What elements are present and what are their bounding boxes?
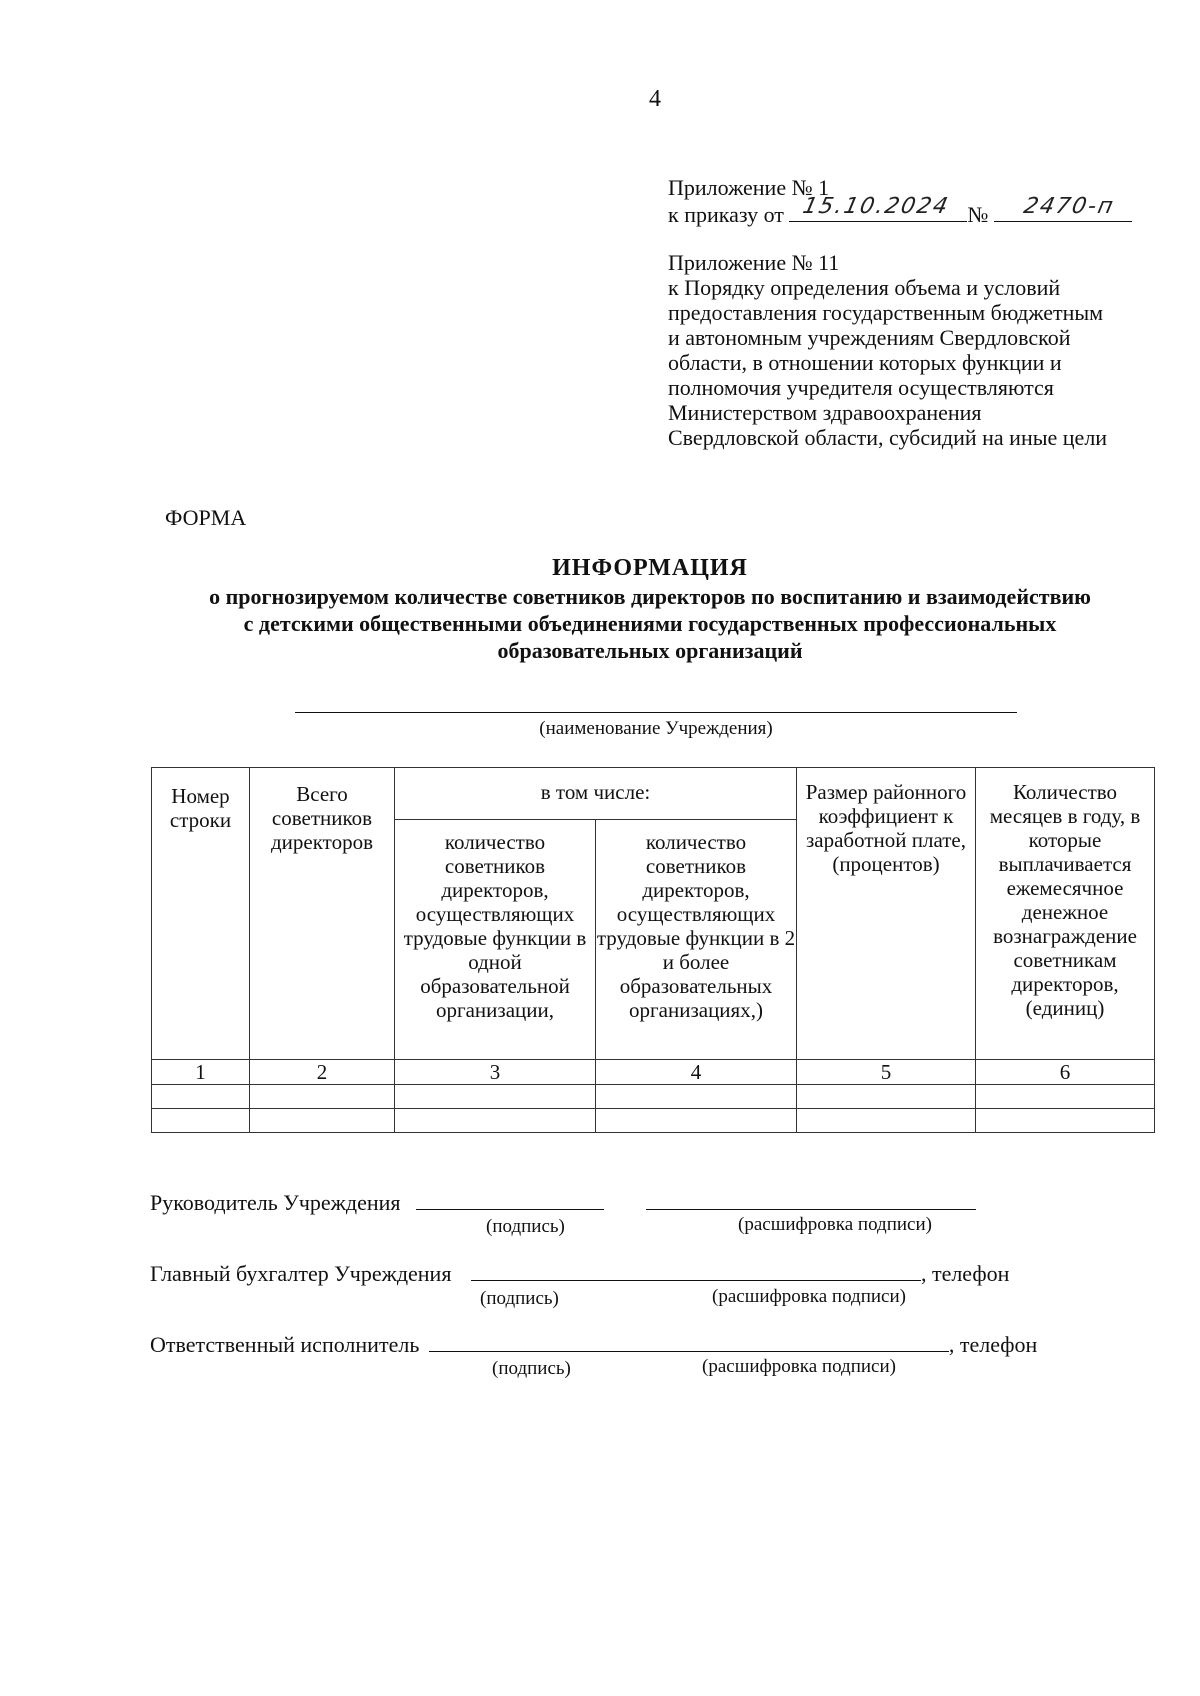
header-multiple-organizations: количество советников директоров, осуществляющих трудовые функции в 2 и более образовательных организациях,) [596, 820, 797, 1060]
subtitle-line: образовательных организаций [497, 638, 803, 663]
appendix-11-line: области, в отношении которых функции и [668, 350, 1062, 375]
handwritten-number: 2470-п [1021, 194, 1117, 219]
header-including: в том числе: [395, 768, 797, 820]
institution-name-caption: (наименование Учреждения) [539, 718, 773, 739]
form-label: ФОРМА [165, 505, 247, 530]
appendix-11-title: Приложение № 11 [668, 250, 840, 275]
accountant-signature-row [150, 1261, 1009, 1287]
header-one-organization: количество советников директоров, осуществляющих трудовые функции в одной образовательной организации, [395, 820, 596, 1060]
table-cell[interactable] [250, 1109, 395, 1133]
column-number: 6 [976, 1060, 1155, 1085]
table-cell[interactable] [596, 1085, 797, 1109]
advisors-table [151, 767, 1155, 1133]
appendix-11-line: Свердловской области, субсидий на иные цели [668, 425, 1108, 450]
header-months: Количество месяцев в году, в которые выплачивается ежемесячное денежное вознаграждение советникам директоров, (единиц) [976, 768, 1155, 1060]
header-regional-coefficient: Размер районного коэффициент к заработной плате, (процентов) [797, 768, 976, 1060]
column-number: 1 [152, 1060, 250, 1085]
head-signature-line[interactable] [416, 1191, 604, 1210]
header-total-advisors: Всего советников директоров [250, 768, 395, 1060]
head-label: Руководитель Учреждения [150, 1190, 401, 1215]
table-cell[interactable] [797, 1085, 976, 1109]
appendix-11-line: Министерством здравоохранения [668, 400, 982, 425]
table-row [152, 1109, 1155, 1133]
head-signature-row [150, 1190, 976, 1216]
institution-name-line[interactable] [295, 712, 1017, 713]
appendix-11-line: к Порядку определения объема и условий [668, 275, 1061, 300]
accountant-decode-caption: (расшифровка подписи) [712, 1286, 906, 1307]
accountant-phone-label: , телефон [920, 1261, 1010, 1286]
table-cell[interactable] [976, 1109, 1155, 1133]
executor-signature-row [150, 1332, 1037, 1358]
header-row-number: Номер строки [152, 768, 250, 1060]
table-cell[interactable] [797, 1109, 976, 1133]
subtitle-line: с детскими общественными объединениями государственных профессиональных [243, 611, 1057, 636]
subtitle-line: о прогнозируемом количестве советников директоров по воспитанию и взаимодействию [209, 584, 1091, 609]
table-cell[interactable] [152, 1085, 250, 1109]
table-cell[interactable] [395, 1085, 596, 1109]
appendix-1-title: Приложение № 1 [668, 175, 830, 200]
executor-decode-caption: (расшифровка подписи) [702, 1356, 896, 1377]
handwritten-date: 15.10.2024 [800, 194, 953, 219]
table-cell[interactable] [395, 1109, 596, 1133]
head-sign-caption: (подпись) [486, 1216, 565, 1237]
order-reference [668, 194, 1132, 228]
order-prefix: к приказу от [668, 202, 784, 227]
column-number: 2 [250, 1060, 395, 1085]
column-number: 4 [596, 1060, 797, 1085]
executor-phone-label: , телефон [948, 1332, 1038, 1357]
table-cell[interactable] [152, 1109, 250, 1133]
appendix-1-block [668, 175, 1132, 228]
accountant-label: Главный бухгалтер Учреждения [150, 1261, 452, 1286]
page-number: 4 [649, 86, 661, 112]
table-cell[interactable] [250, 1085, 395, 1109]
executor-sign-caption: (подпись) [492, 1358, 571, 1379]
head-decode-caption: (расшифровка подписи) [738, 1214, 932, 1235]
accountant-signature-line[interactable] [471, 1262, 921, 1281]
document-title: ИНФОРМАЦИЯ [552, 555, 748, 581]
table-row [152, 1085, 1155, 1109]
order-date-field [789, 194, 967, 222]
head-decode-line[interactable] [646, 1191, 976, 1210]
column-number: 5 [797, 1060, 976, 1085]
column-number-row [152, 1060, 1155, 1085]
accountant-sign-caption: (подпись) [480, 1288, 559, 1309]
document-subtitle [150, 583, 1150, 664]
column-number: 3 [395, 1060, 596, 1085]
table-cell[interactable] [596, 1109, 797, 1133]
appendix-11-block [668, 250, 1188, 450]
order-number-field [994, 194, 1132, 222]
appendix-11-line: полномочия учредителя осуществляются [668, 375, 1054, 400]
number-sign: № [967, 202, 989, 227]
executor-label: Ответственный исполнитель [150, 1332, 420, 1357]
table-cell[interactable] [976, 1085, 1155, 1109]
appendix-11-line: и автономным учреждениям Свердловской [668, 325, 1071, 350]
executor-signature-line[interactable] [429, 1333, 949, 1352]
appendix-11-line: предоставления государственным бюджетным [668, 300, 1104, 325]
